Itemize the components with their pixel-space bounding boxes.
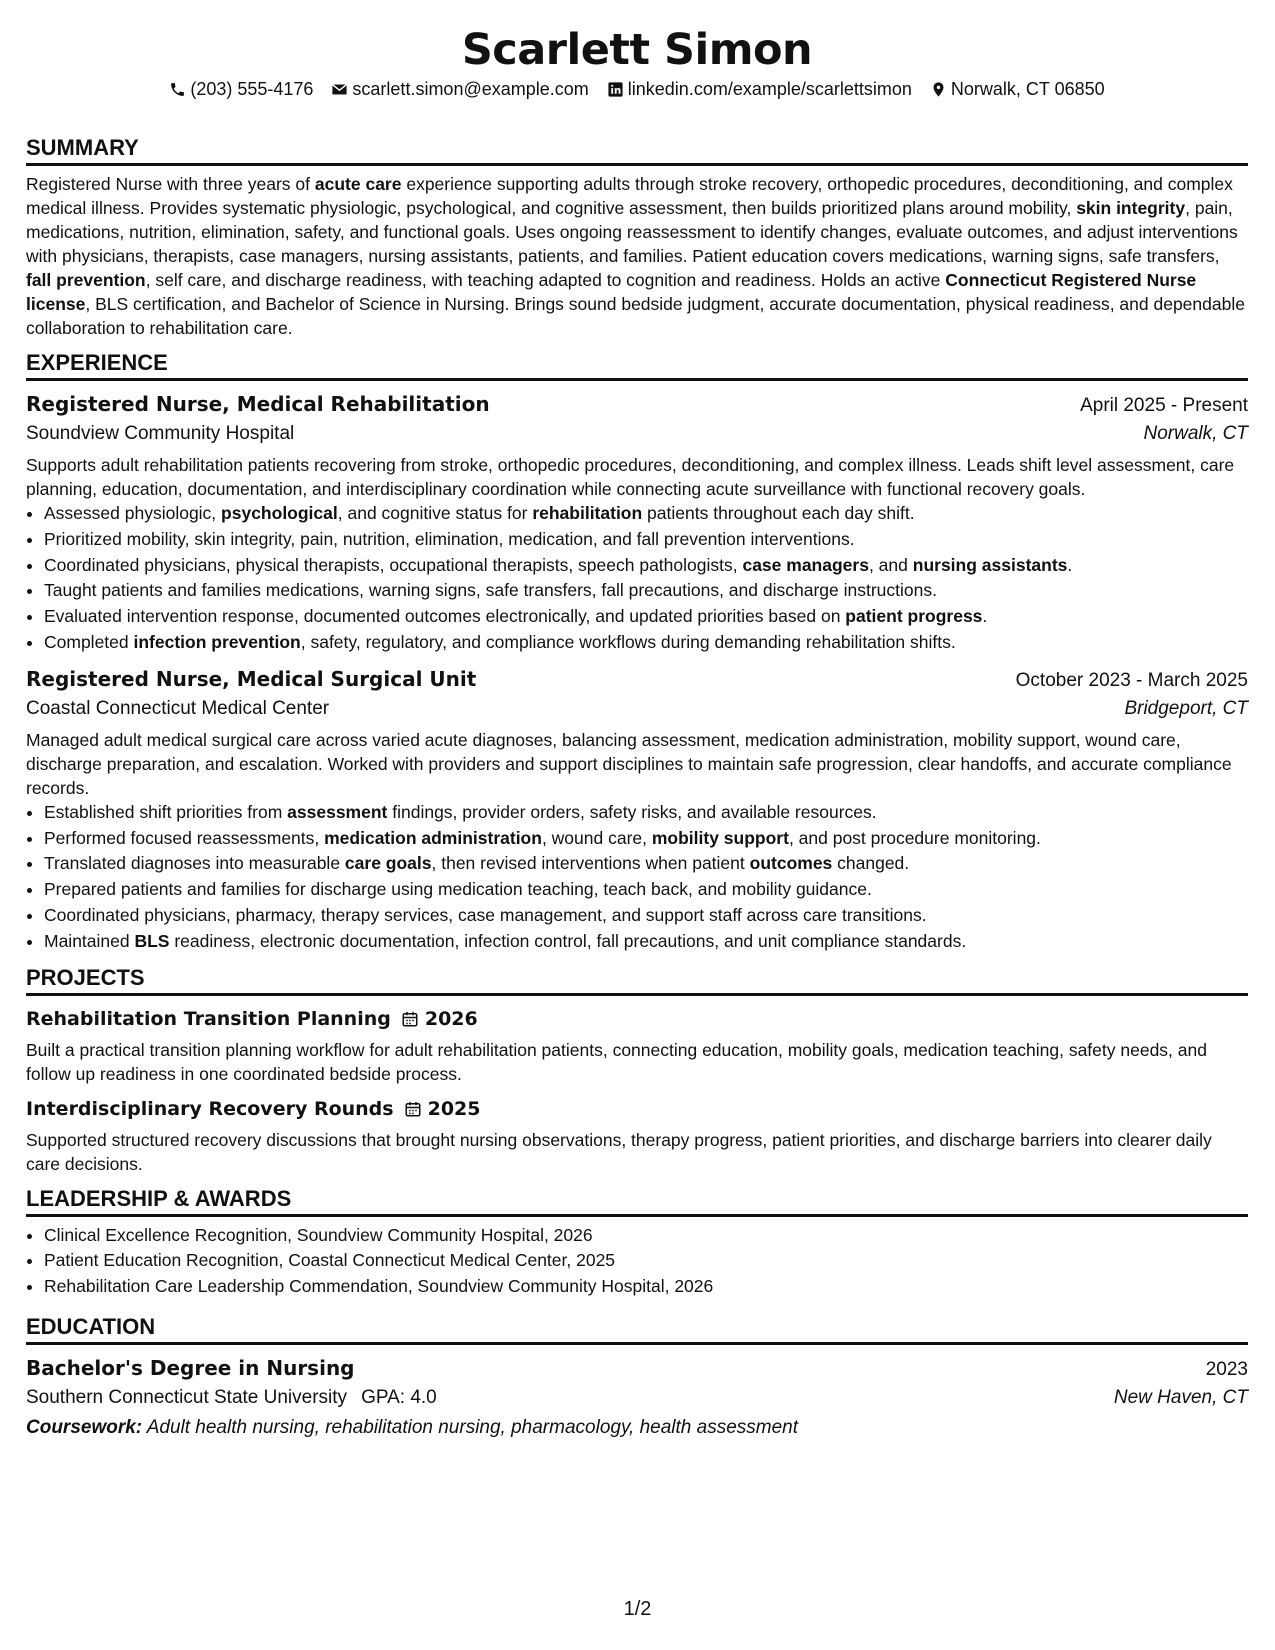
linkedin-icon bbox=[607, 81, 624, 98]
list-item: • Evaluated intervention response, documented outcomes electronically, and updated priorities based on patient progress. bbox=[44, 604, 1248, 630]
job-dates: October 2023 - March 2025 bbox=[1015, 669, 1248, 691]
list-item: • Completed infection prevention, safety, regulatory, and compliance workflows during demanding rehabilitation shifts. bbox=[44, 630, 1248, 656]
job-subheader bbox=[26, 419, 1248, 449]
map-pin-icon bbox=[930, 81, 947, 98]
list-item: • Prioritized mobility, skin integrity, pain, nutrition, elimination, medication, and fall prevention interventions. bbox=[44, 527, 1248, 553]
project-date bbox=[404, 1094, 481, 1124]
summary-text: Registered Nurse with three years of bbox=[26, 174, 315, 194]
graduation-year: 2023 bbox=[1205, 1358, 1248, 1380]
summary-keyword: Connecticut Registered Nurse license bbox=[26, 270, 1197, 314]
summary-text: , pain, medications, nutrition, elimination, safety, and functional goals. Uses ongoing reassessment to identify changes, evaluate outcomes, and adjust interventions with physicians, therapists, case managers, nursing assistants, patients, and families. Patient education covers medications, warning signs, safe transfers, bbox=[26, 198, 1238, 266]
job-description: Managed adult medical surgical care across varied acute diagnoses, balancing assessment, medication administration, mobility support, wound care, discharge preparation, and escalation. Worked with providers and support disciplines to maintain safe progression, clear handoffs, and accurate compliance records. bbox=[26, 729, 1232, 798]
list-item: • Patient Education Recognition, Coastal Connecticut Medical Center, 2025 bbox=[44, 1248, 1248, 1274]
job-location: Bridgeport, CT bbox=[1124, 697, 1248, 719]
calendar-icon bbox=[401, 1010, 419, 1028]
summary-paragraph bbox=[26, 172, 1248, 340]
section-title-projects: PROJECTS bbox=[26, 965, 1248, 996]
gpa: GPA: 4.0 bbox=[361, 1386, 437, 1408]
list-item: • Coordinated physicians, physical therapists, occupational therapists, speech pathologists, case managers, and nursing assistants. bbox=[44, 553, 1248, 579]
school-name: Southern Connecticut State University bbox=[26, 1386, 348, 1408]
email-link[interactable]: scarlett.simon@example.com bbox=[352, 78, 589, 99]
coursework-text: Adult health nursing, rehabilitation nursing, pharmacology, health assessment bbox=[142, 1416, 799, 1438]
candidate-name: Scarlett Simon bbox=[461, 25, 813, 75]
section-title-experience: EXPERIENCE bbox=[26, 350, 1248, 381]
phone-text: (203) 555-4176 bbox=[190, 78, 314, 99]
summary-text: , self care, and discharge readiness, with teaching adapted to cognition and readiness. Holds an active bbox=[145, 270, 946, 290]
degree-title: Bachelor's Degree in Nursing bbox=[26, 1355, 355, 1380]
project-date bbox=[401, 1004, 478, 1034]
job-dates: April 2025 - Present bbox=[1080, 395, 1248, 416]
calendar-icon bbox=[404, 1100, 422, 1118]
school-line bbox=[26, 1383, 437, 1413]
resume-page bbox=[26, 0, 1248, 1443]
contact-linkedin[interactable] bbox=[607, 79, 912, 100]
job-bullets bbox=[26, 800, 1248, 955]
project-description: Built a practical transition planning workflow for adult rehabilitation patients, connecting education, mobility goals, medication teaching, safety needs, and follow up readiness in one coordinated bedside process. bbox=[26, 1039, 1207, 1084]
summary-keyword: acute care bbox=[314, 174, 402, 194]
project-title: Interdisciplinary Recovery Rounds bbox=[26, 1097, 394, 1120]
project-title: Rehabilitation Transition Planning bbox=[26, 1007, 391, 1030]
page-number: 1/2 bbox=[623, 1598, 652, 1620]
job-description: Supports adult rehabilitation patients recovering from stroke, orthopedic procedures, deconditioning, and complex illness. Leads shift level assessment, care planning, education, documentation, and interdisciplinary coordination while connecting acute surveillance with functional recovery goals. bbox=[26, 455, 1235, 499]
project-year: 2025 bbox=[427, 1097, 481, 1120]
list-item: • Established shift priorities from assessment findings, provider orders, safety risks, and available resources. bbox=[44, 800, 1248, 826]
list-item: • Prepared patients and families for discharge using medication teaching, teach back, and mobility guidance. bbox=[44, 877, 1248, 903]
summary-keyword: skin integrity bbox=[1076, 198, 1186, 218]
job-employer: Soundview Community Hospital bbox=[26, 423, 295, 444]
list-item: • Taught patients and families medications, warning signs, safe transfers, fall precautions, and discharge instructions. bbox=[44, 578, 1248, 604]
job-header bbox=[26, 664, 1248, 694]
summary-keyword: fall prevention bbox=[26, 270, 146, 290]
location-text: Norwalk, CT 06850 bbox=[950, 78, 1105, 99]
contact-location bbox=[930, 79, 1105, 100]
job-subheader bbox=[26, 694, 1248, 724]
job-title: Registered Nurse, Medical Rehabilitation bbox=[26, 392, 490, 416]
school-location: New Haven, CT bbox=[1113, 1386, 1248, 1408]
list-item: • Clinical Excellence Recognition, Soundview Community Hospital, 2026 bbox=[44, 1223, 1248, 1249]
education-header bbox=[26, 1353, 1248, 1383]
contact-bar bbox=[26, 77, 1248, 101]
list-item: • Assessed physiologic, psychological, and cognitive status for rehabilitation patients throughout each day shift. bbox=[44, 501, 1248, 527]
project-header bbox=[26, 1094, 1248, 1124]
section-title-education: EDUCATION bbox=[26, 1314, 1248, 1345]
job-title: Registered Nurse, Medical Surgical Unit bbox=[26, 666, 477, 691]
summary-text: experience supporting adults through stroke recovery, orthopedic procedures, deconditioning, and complex medical illness. Provides systematic physiologic, psychological, and cognitive assessment, then builds prioritized plans around mobility, bbox=[26, 174, 1233, 218]
envelope-icon bbox=[331, 81, 348, 98]
summary-text: , BLS certification, and Bachelor of Science in Nursing. Brings sound bedside judgment, accurate documentation, physical readiness, and dependable collaboration to rehabilitation care. bbox=[26, 294, 1245, 338]
education-subheader bbox=[26, 1383, 1248, 1413]
job-location: Norwalk, CT bbox=[1143, 423, 1248, 444]
section-title-summary: SUMMARY bbox=[26, 135, 1248, 166]
job-header bbox=[26, 389, 1248, 419]
list-item: • Maintained BLS readiness, electronic documentation, infection control, fall precautions, and unit compliance standards. bbox=[44, 929, 1248, 955]
list-item: • Performed focused reassessments, medication administration, wound care, mobility support, and post procedure monitoring. bbox=[44, 826, 1248, 852]
awards-list bbox=[26, 1223, 1248, 1300]
job-bullets bbox=[26, 501, 1248, 656]
contact-phone bbox=[169, 79, 313, 100]
contact-email[interactable] bbox=[331, 79, 588, 100]
project-description: Supported structured recovery discussions that brought nursing observations, therapy progress, patient priorities, and discharge barriers into clearer daily care decisions. bbox=[26, 1129, 1212, 1174]
coursework bbox=[26, 1413, 1248, 1443]
list-item: • Rehabilitation Care Leadership Commendation, Soundview Community Hospital, 2026 bbox=[44, 1274, 1248, 1300]
phone-icon bbox=[169, 81, 186, 98]
project-header bbox=[26, 1004, 1248, 1034]
job-employer: Coastal Connecticut Medical Center bbox=[26, 697, 330, 719]
list-item: • Coordinated physicians, pharmacy, therapy services, case management, and support staff across care transitions. bbox=[44, 903, 1248, 929]
coursework-label: Coursework: bbox=[26, 1416, 143, 1438]
section-title-leadership: LEADERSHIP & AWARDS bbox=[26, 1186, 1248, 1217]
linkedin-link[interactable]: linkedin.com/example/scarlettsimon bbox=[627, 78, 912, 99]
project-year: 2026 bbox=[424, 1007, 478, 1030]
list-item: • Translated diagnoses into measurable care goals, then revised interventions when patient outcomes changed. bbox=[44, 851, 1248, 877]
